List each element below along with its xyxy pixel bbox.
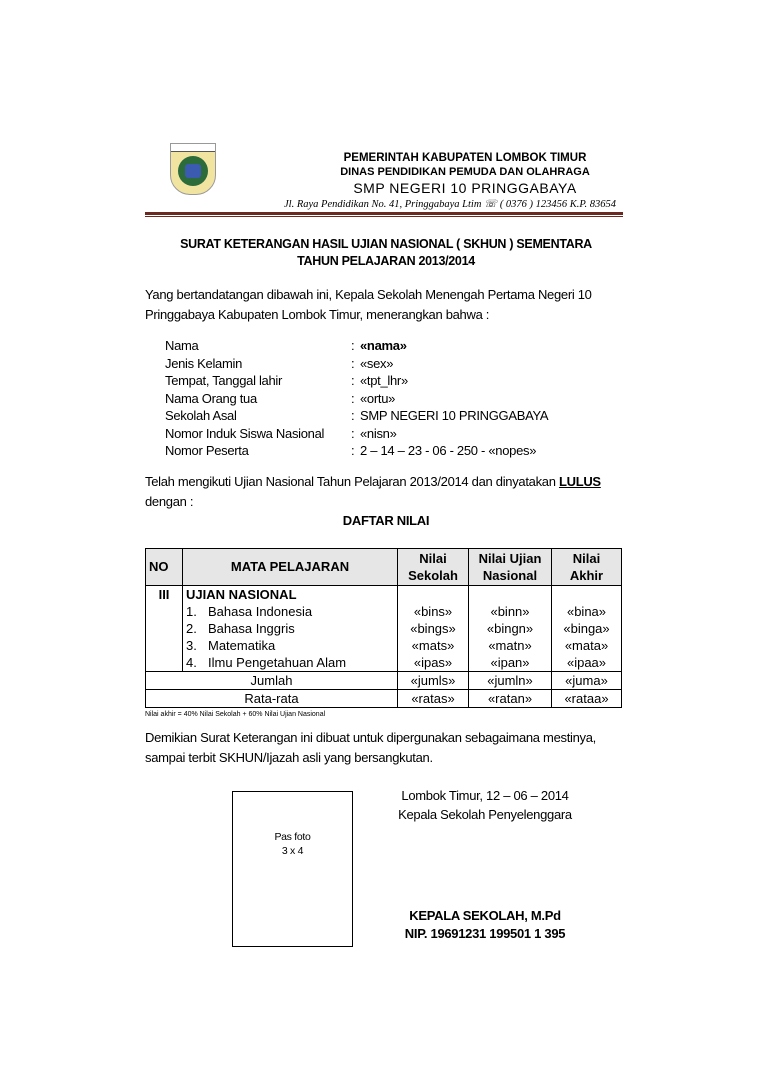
identity-value: «tpt_lhr» (360, 373, 408, 388)
identity-colon: : (351, 443, 355, 458)
identity-colon: : (351, 373, 355, 388)
table-row (146, 654, 622, 672)
identity-row (165, 425, 627, 443)
identity-colon: : (351, 390, 355, 406)
statement-text-end: dengan : (145, 493, 194, 509)
identity-colon: : (351, 338, 355, 353)
subject-cell: 4. Ilmu Pengetahuan Alam (183, 654, 398, 672)
identity-value: «sex» (360, 355, 394, 371)
letterhead-divider (145, 212, 623, 215)
letterhead-divider-thin (145, 216, 623, 217)
un-score: «ipan» (469, 654, 552, 672)
identity-list (165, 337, 627, 460)
un-score: «matn» (469, 637, 552, 654)
identity-label: Jenis Kelamin (165, 355, 243, 371)
subject-cell: 1. Bahasa Indonesia (183, 603, 398, 620)
total-school: «jumls» (398, 671, 469, 689)
identity-label: Nama Orang tua (165, 390, 257, 406)
identity-label: Nomor Peserta (165, 443, 249, 458)
regency-logo (170, 143, 216, 195)
list-title: DAFTAR NILAI (342, 512, 430, 528)
identity-row (165, 337, 627, 355)
subject-cell: 2. Bahasa Inggris (183, 620, 398, 637)
table-row-group (146, 585, 622, 603)
un-score: «binn» (469, 603, 552, 620)
identity-value: «ortu» (360, 390, 396, 406)
final-score: «binga» (552, 620, 622, 637)
school-score: «bins» (398, 603, 469, 620)
average-school: «ratas» (398, 689, 469, 707)
table-row-average (146, 689, 622, 707)
document-body (145, 236, 627, 956)
header-final-score: Nilai Akhir (552, 548, 622, 585)
school-score: «ipas» (398, 654, 469, 672)
identity-row (165, 407, 627, 425)
identity-row (165, 390, 627, 408)
sign-name: KEPALA SEKOLAH, M.Pd (409, 907, 561, 923)
identity-row (165, 372, 627, 390)
average-label: Rata-rata (146, 689, 398, 707)
group-name: UJIAN NASIONAL (183, 585, 398, 603)
average-un: «ratan» (469, 689, 552, 707)
identity-colon: : (351, 355, 355, 371)
sign-place-date: Lombok Timur, 12 – 06 – 2014 (401, 787, 569, 803)
identity-label: Tempat, Tanggal lahir (165, 373, 283, 388)
letterhead-school: SMP NEGERI 10 PRINGGABAYA (353, 180, 577, 196)
identity-value: «nama» (360, 338, 407, 353)
school-score: «bings» (398, 620, 469, 637)
identity-value: «nisn» (360, 425, 397, 441)
identity-label: Nama (165, 338, 199, 353)
total-un: «jumln» (469, 671, 552, 689)
un-score: «bingn» (469, 620, 552, 637)
grades-table (145, 548, 622, 708)
signature-block (370, 786, 600, 943)
signature-area (145, 786, 627, 956)
letterhead-agency: DINAS PENDIDIKAN PEMUDA DAN OLAHRAGA (340, 166, 590, 178)
final-score: «bina» (552, 603, 622, 620)
table-row (146, 620, 622, 637)
header-no: NO (146, 548, 183, 585)
footnote: Nilai akhir = 40% Nilai Sekolah + 60% Nilai Ujian Nasional (145, 710, 326, 718)
identity-label: Sekolah Asal (165, 408, 237, 423)
document-title: SURAT KETERANGAN HASIL UJIAN NASIONAL ( SKHUN ) SEMENTARA (180, 237, 592, 251)
identity-colon: : (351, 408, 355, 423)
statement-paragraph (145, 472, 627, 512)
identity-value: SMP NEGERI 10 PRINGGABAYA (360, 408, 549, 423)
intro-paragraph: Yang bertandatangan dibawah ini, Kepala Sekolah Menengah Pertama Negeri 10 Pringgabaya Kabupaten Lombok Timur, menerangkan bahwa : (145, 287, 592, 322)
identity-row (165, 442, 627, 460)
sign-role: Kepala Sekolah Penyelenggara (398, 806, 572, 822)
table-row-total (146, 671, 622, 689)
document-subtitle: TAHUN PELAJARAN 2013/2014 (297, 254, 475, 268)
identity-row (165, 355, 627, 373)
identity-value: 2 – 14 – 23 - 06 - 250 - «nopes» (360, 443, 537, 458)
identity-colon: : (351, 425, 355, 441)
total-label: Jumlah (146, 671, 398, 689)
average-final: «rataa» (552, 689, 622, 707)
closing-paragraph: Demikian Surat Keterangan ini dibuat untuk dipergunakan sebagaimana mestinya, sampai terbit SKHUN/Ijazah asli yang bersangkutan. (145, 729, 596, 765)
group-no: III (146, 585, 183, 671)
header-school-score: Nilai Sekolah (398, 548, 469, 585)
table-row (146, 637, 622, 654)
photo-box (232, 791, 353, 947)
identity-label: Nomor Induk Siswa Nasional (165, 425, 325, 441)
table-row (146, 603, 622, 620)
header-subject: MATA PELAJARAN (183, 548, 398, 585)
status-lulus: LULUS (558, 473, 601, 489)
header-un-score: Nilai Ujian Nasional (469, 548, 552, 585)
letterhead-government: PEMERINTAH KABUPATEN LOMBOK TIMUR (343, 152, 587, 164)
photo-label: Pas foto 3 x 4 (274, 830, 311, 857)
table-header (146, 548, 622, 585)
school-score: «mats» (398, 637, 469, 654)
final-score: «mata» (552, 637, 622, 654)
sign-nip: NIP. 19691231 199501 1 395 (404, 925, 566, 941)
subject-cell: 3. Matematika (183, 637, 398, 654)
letterhead-address: Jl. Raya Pendidikan No. 41, Pringgabaya Ltim ☏ ( 0376 ) 123456 K.P. 83654 (284, 199, 616, 210)
statement-text: Telah mengikuti Ujian Nasional Tahun Pelajaran 2013/2014 dan dinyatakan (145, 473, 559, 489)
final-score: «ipaa» (552, 654, 622, 672)
total-final: «juma» (552, 671, 622, 689)
